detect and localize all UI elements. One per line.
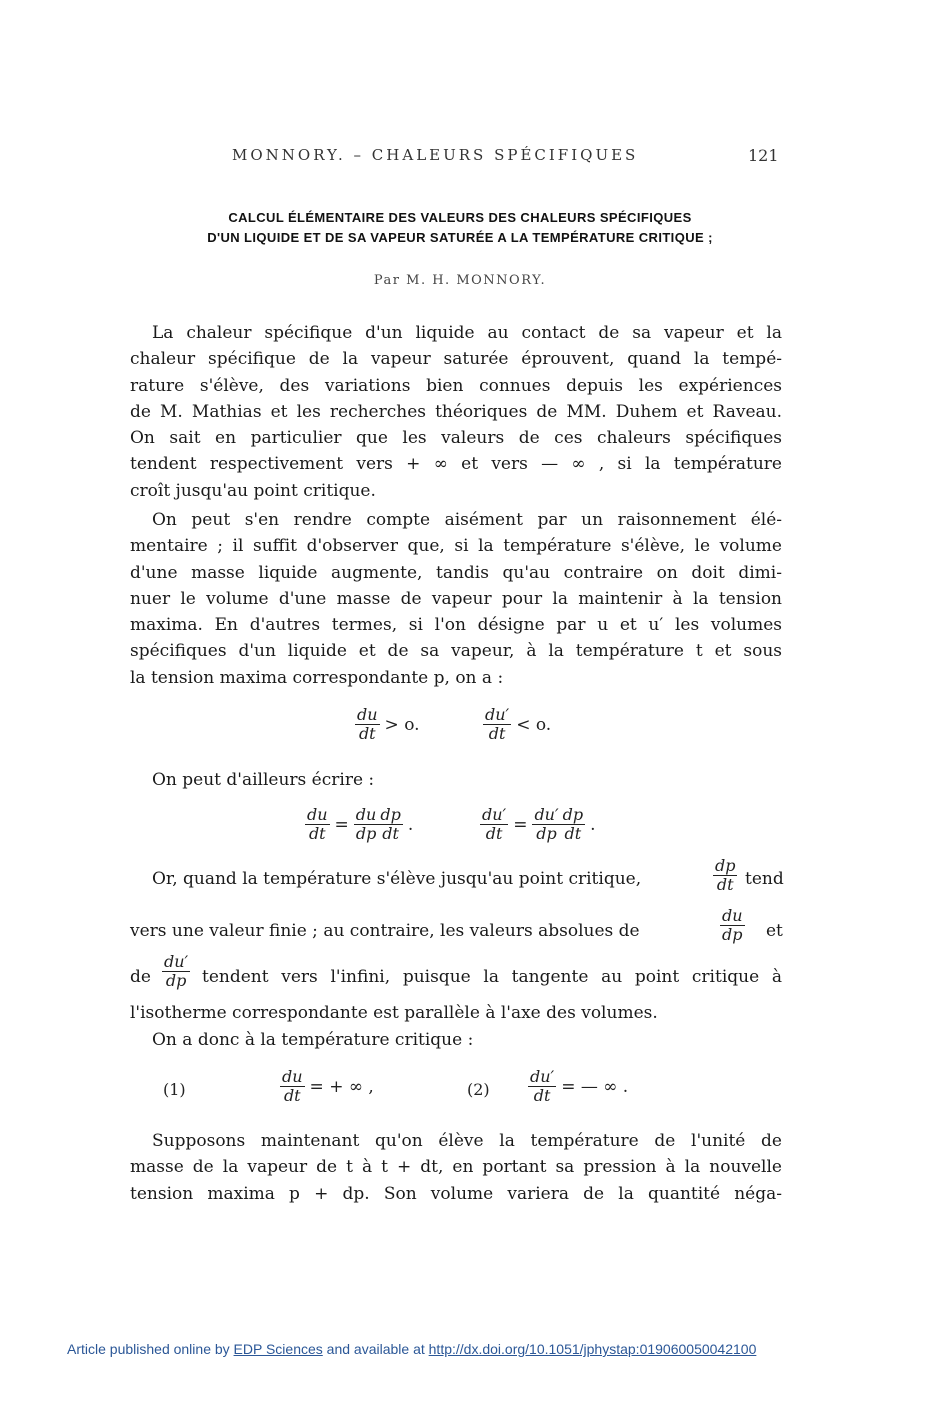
fraction: $\frac{du'}{dt}$ — [482, 805, 507, 843]
paragraph-5 — [130, 1027, 782, 1053]
text-line: nuer le volume d'une masse de vapeur pour la maintenir à la tension — [130, 588, 782, 609]
paragraph-6 — [130, 1128, 782, 1207]
text-line: l'isotherme correspondante est parallèle à l'axe des volumes. — [130, 1003, 658, 1023]
text-line: la tension maxima correspondante p, on a : — [130, 667, 504, 688]
equation-chain-vapour: $\frac{du'}{dt}$ = $\frac{du'}{dp}$ $\frac{dp}{dt}$ . — [482, 805, 596, 843]
text-line: chaleur spécifique de la vapeur saturée éprouvent, quand la tempé- — [130, 349, 782, 370]
footer-middle: and available at — [326, 1341, 425, 1357]
text-line: tendent respectivement vers + ∞ et vers — ∞ , si la température — [130, 454, 782, 475]
paragraph-4-line-1 — [130, 866, 782, 892]
fraction: $\frac{du'}{dp}$ — [534, 805, 559, 843]
text-line: tendent vers l'infini, puisque la tangente au point critique à — [202, 967, 782, 987]
fraction: $\frac{dp}{dt}$ — [562, 805, 584, 843]
paragraph-4-line-1-end — [745, 866, 785, 892]
text-line: La chaleur spécifique d'un liquide au contact de sa vapeur et la — [152, 323, 782, 343]
fraction: $\frac{du}{dt}$ — [357, 705, 378, 743]
title-line-1: CALCUL ÉLÉMENTAIRE DES VALEURS DES CHALEURS SPÉCIFIQUES — [228, 210, 692, 225]
running-head — [0, 146, 930, 168]
footer-prefix: Article published online by — [67, 1341, 230, 1357]
equation-critical-liquid: $\frac{du}{dt}$ = + ∞ , — [282, 1067, 374, 1105]
text-line: Supposons maintenant qu'on élève la température de l'unité de — [152, 1131, 782, 1151]
text-line: maxima. En d'autres termes, si l'on désigne par u et u′ les volumes — [130, 615, 782, 636]
text-line: rature s'élève, des variations bien connues depuis les expériences — [130, 375, 782, 396]
doi-link[interactable]: http://dx.doi.org/10.1051/jphystap:019060050042100 — [428, 1341, 757, 1357]
text-line: On a donc à la température critique : — [152, 1030, 474, 1050]
equation-chain-liquid: $\frac{du}{dt}$ = $\frac{du}{dp}$ $\frac{dp}{dt}$ . — [307, 805, 414, 843]
text-line: tend — [745, 869, 784, 889]
publisher-link[interactable]: EDP Sciences — [233, 1341, 323, 1357]
inline-fraction-du-dp — [720, 907, 745, 944]
equation-critical-vapour: $\frac{du'}{dt}$ = — ∞ . — [530, 1067, 629, 1105]
paragraph-4-line-2 — [130, 918, 782, 944]
paragraph-4-line-4 — [130, 1000, 782, 1026]
paragraph-1 — [130, 320, 782, 504]
fraction: $\frac{du}{dt}$ — [307, 805, 328, 843]
text-line: Or, quand la température s'élève jusqu'au point critique, — [152, 869, 642, 889]
paragraph-4-line-2-end — [766, 918, 786, 944]
text-line: et — [766, 921, 783, 941]
text-line: masse de la vapeur de t à t + dt, en portant sa pression à la nouvelle — [130, 1157, 782, 1178]
title-line-2: D'UN LIQUIDE ET DE SA VAPEUR SATURÉE A LA TEMPÉRATURE CRITIQUE ; — [207, 230, 713, 245]
fraction: $\frac{du'}{dt}$ — [485, 705, 510, 743]
text-line: On peut d'ailleurs écrire : — [152, 770, 375, 790]
publication-footer — [67, 1341, 756, 1357]
fraction: $\frac{dp}{dt}$ — [380, 805, 401, 843]
running-title: MONNORY. – CHALEURS SPÉCIFIQUES — [232, 146, 639, 164]
equation-inequality-vapour: $\frac{du'}{dt}$ < o. — [485, 705, 552, 743]
inline-fraction-du-prime-dp — [162, 953, 190, 990]
text-line: vers une valeur finie ; au contraire, les valeurs absolues de — [130, 921, 640, 941]
fraction: $\frac{du'}{dt}$ — [530, 1067, 555, 1105]
equation-label-2: (2) — [467, 1080, 490, 1099]
text-line: On sait en particulier que les valeurs de ces chaleurs spécifiques — [130, 428, 782, 449]
equation-label-1: (1) — [163, 1080, 186, 1099]
text-line: mentaire ; il suffit d'observer que, si la température s'élève, le volume — [130, 536, 782, 557]
text-line: de M. Mathias et les recherches théoriques de MM. Duhem et Raveau. — [130, 401, 782, 422]
author: Par M. H. MONNORY. — [373, 273, 547, 288]
fraction: $\frac{du}{dp}$ — [722, 906, 743, 944]
paragraph-3 — [130, 767, 782, 793]
paragraph-2 — [130, 507, 782, 691]
fraction: $\frac{du}{dt}$ — [282, 1067, 303, 1105]
text-line: tension maxima p + dp. Son volume variera de la quantité néga- — [130, 1183, 782, 1204]
fraction: $\frac{dp}{dt}$ — [715, 856, 736, 894]
fraction: $\frac{du}{dp}$ — [355, 805, 377, 843]
inline-fraction-dp-dt — [713, 857, 737, 894]
paragraph-4-line-3-end — [202, 964, 782, 990]
text-line: d'une masse liquide augmente, tandis qu'au contraire on doit dimi- — [130, 562, 782, 583]
equation-inequality-liquid: $\frac{du}{dt}$ > o. — [357, 705, 420, 743]
text-line: croît jusqu'au point critique. — [130, 480, 376, 501]
page-number: 121 — [748, 146, 779, 165]
text-line: de — [130, 967, 151, 987]
fraction: $\frac{du'}{dp}$ — [164, 952, 189, 990]
article-title — [130, 208, 790, 248]
text-line: On peut s'en rendre compte aisément par un raisonnement élé- — [152, 510, 782, 530]
text-line: spécifiques d'un liquide et de sa vapeur, à la température t et sous — [130, 641, 782, 662]
